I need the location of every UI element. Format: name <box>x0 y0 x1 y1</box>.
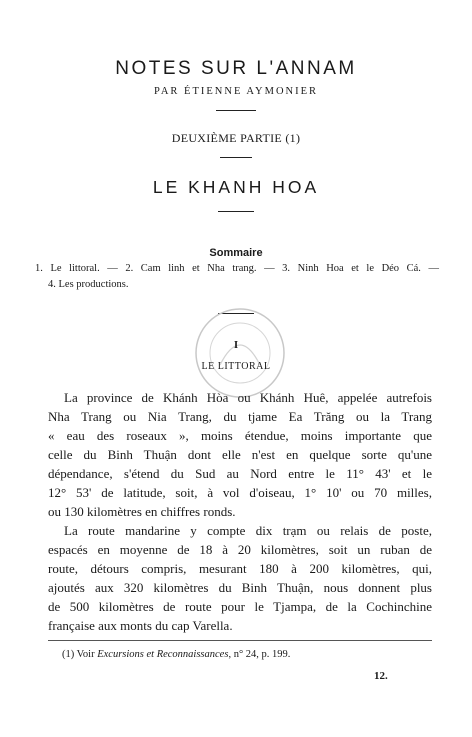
body-line: espacés en moyenne de 18 à 20 kilomètres, soit un ruban de <box>48 542 432 557</box>
body-line: La province de Khánh Hòa ou Khánh Huê, appelée autrefois <box>64 390 432 405</box>
body-line: La route mandarine y compte dix trạm ou relais de poste, <box>64 523 432 538</box>
footnote-suffix: , n° 24, p. 199. <box>228 649 291 660</box>
body-line: ou 130 kilomètres en chiffres ronds. <box>48 504 236 519</box>
section-title: LE LITTORAL <box>201 361 271 372</box>
body-line: Nha Trang ou Nia Trang, du tjame Ea Trăng ou la Trang <box>48 409 432 424</box>
section-number: I <box>233 339 239 351</box>
page-title: NOTES SUR L'ANNAM <box>115 58 357 79</box>
summary-heading: Sommaire <box>209 247 263 259</box>
footnote-title: Excursions et Reconnaissances <box>97 649 229 660</box>
divider <box>220 157 252 158</box>
summary-line: 1. Le littoral. — 2. Cam linh et Nha trang. — 3. Ninh Hoa et le Déo Cá. — <box>35 263 439 274</box>
body-line: celle du Binh Thuận dont elle n'est en quelque sorte qu'une <box>48 447 432 462</box>
footnote-prefix: (1) Voir <box>62 649 98 660</box>
library-stamp <box>192 305 288 401</box>
part-heading: DEUXIÈME PARTIE (1) <box>171 131 301 145</box>
body-line: « eau des roseaux », moins étendue, moins importante que <box>48 428 432 443</box>
body-line: ajoutés aux 320 kilomètres du Binh Thuận, nous donnent plus <box>48 580 432 595</box>
divider <box>218 211 254 212</box>
body-line: dépendance, s'étend du Sud au Nord entre le 11° 43' et le <box>48 466 432 481</box>
body-line: route, détours compris, mesurant 180 à 200 kilomètres, qui, <box>48 561 432 576</box>
body-line: française aux monts du cap Varella. <box>48 618 233 633</box>
body-line: de 500 kilomètres de route pour le Tjampa, de la Cochinchine <box>48 599 432 614</box>
page-number: 12. <box>374 670 388 682</box>
divider <box>216 110 256 111</box>
footnote <box>62 649 290 660</box>
footnote-separator <box>48 640 432 641</box>
author-byline: PAR ÉTIENNE AYMONIER <box>153 86 319 97</box>
chapter-title: LE KHANH HOA <box>152 177 320 197</box>
summary-line: 4. Les productions. <box>48 279 129 290</box>
body-line: 12° 53' de latitude, soit, à vol d'oiseau, 1° 10' ou 70 milles, <box>48 485 432 500</box>
